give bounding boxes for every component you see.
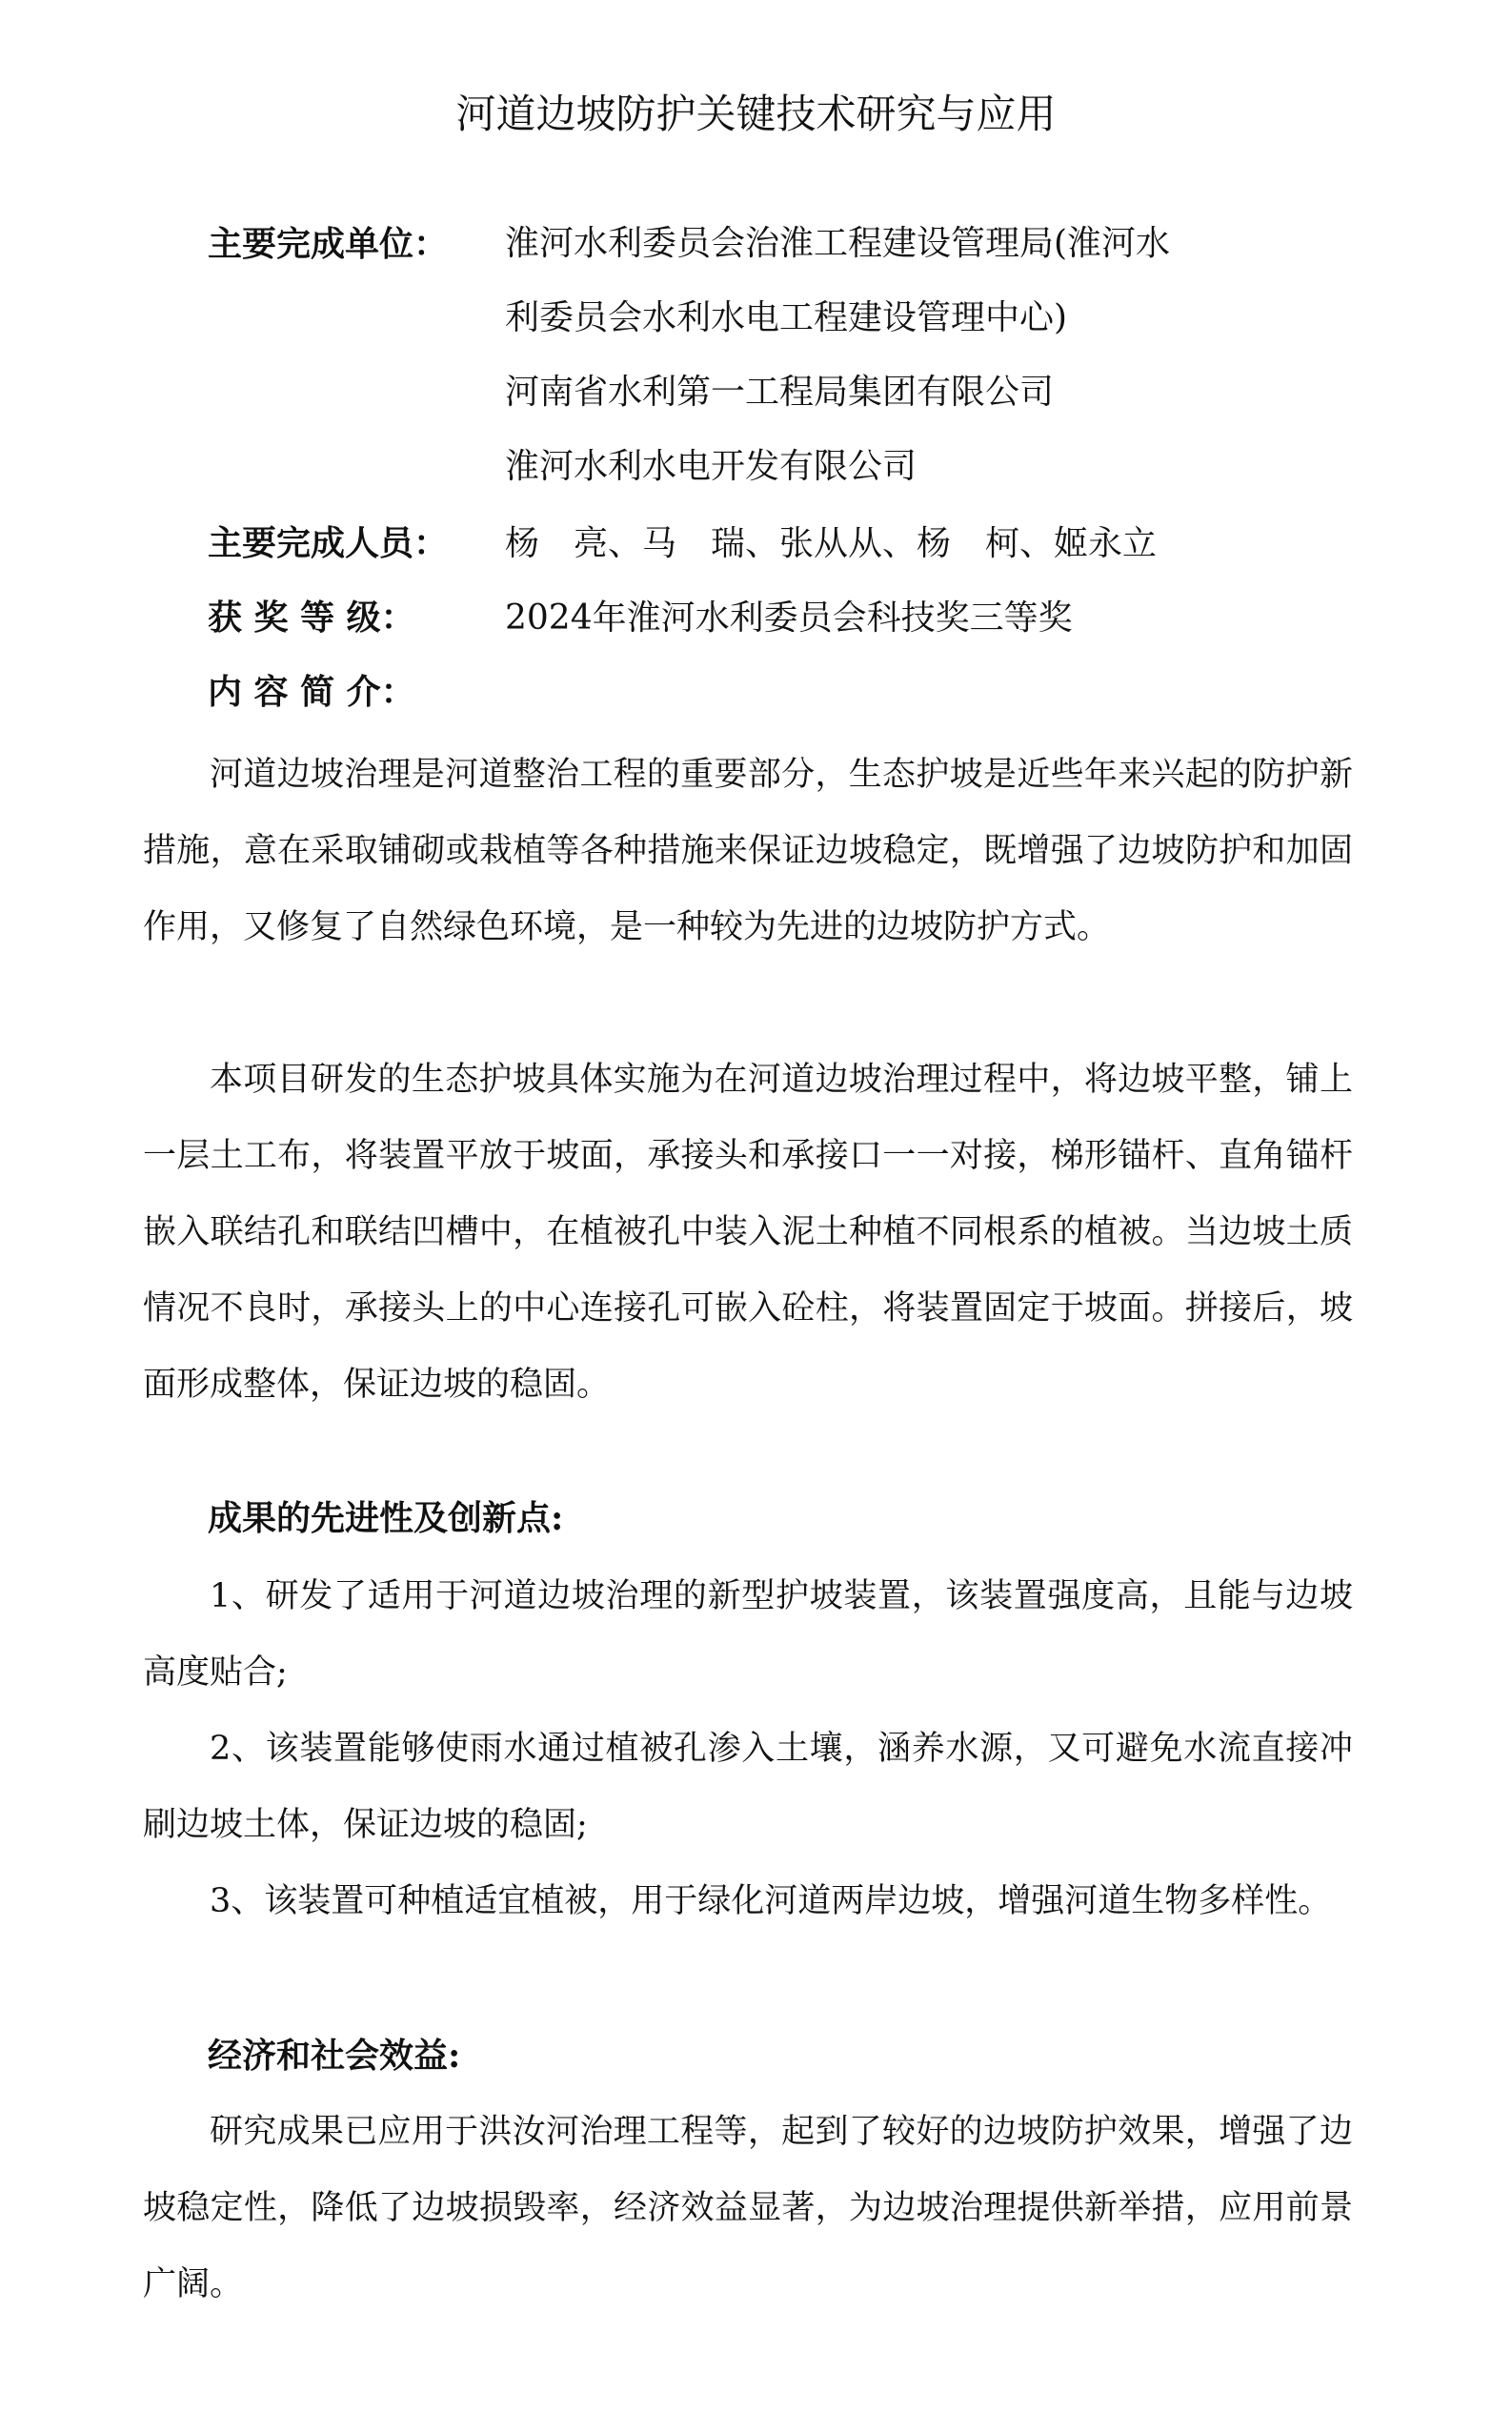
unit-line-1: 淮河水利委员会治淮工程建设管理局(淮河水 [505,224,1171,263]
innovation-item-1: 1、研发了适用于河道边坡治理的新型护坡装置，该装置强度高，且能与边坡高度贴合; [143,1577,1353,1692]
innovation-heading: 成果的先进性及创新点: [208,1498,564,1538]
units-label: 主要完成单位： [208,224,449,264]
unit-line-2: 利委员会水利水电工程建设管理中心) [505,298,1068,337]
page-title: 河道边坡防护关键技术研究与应用 [455,91,1057,137]
unit-line-3: 河南省水利第一工程局集团有限公司 [505,373,1055,412]
award-row [208,594,1073,642]
summary-row [208,668,505,717]
benefits-heading: 经济和社会效益: [208,2036,461,2076]
benefits-paragraph: 研究成果已应用于洪汝河治理工程等，起到了较好的边坡防护效果，增强了边坡稳定性，降低了边坡损毁率，经济效益显著，为边坡治理提供新举措，应用前景广阔。 [143,2113,1353,2303]
summary-paragraph-1: 河道边坡治理是河道整治工程的重要部分，生态护坡是近些年来兴起的防护新措施，意在采取铺砌或栽植等各种措施来保证边坡稳定，既增强了边坡防护和加固作用，又修复了自然绿色环境，是一种较为先进的边坡防护方式。 [143,756,1353,946]
persons-value: 杨 亮、马 瑞、张从从、杨 柯、姬永立 [505,524,1158,563]
award-label: 获 奖 等 级： [208,598,415,638]
unit-line-4: 淮河水利水电开发有限公司 [505,447,917,486]
persons-row [208,519,1157,568]
persons-label: 主要完成人员： [208,523,449,563]
units-row [208,220,505,269]
summary-paragraph-2: 本项目研发的生态护坡具体实施为在河道边坡治理过程中，将边坡平整，铺上一层土工布，将装置平放于坡面，承接头和承接口一一对接，梯形锚杆、直角锚杆嵌入联结孔和联结凹槽中，在植被孔中装入泥土种植不同根系的植被。当边坡土质情况不良时，承接头上的中心连接孔可嵌入砼柱，将装置固定于坡面。拼接后，坡面形成整体，保证边坡的稳固。 [143,1061,1353,1404]
innovation-item-3: 3、该装置可种植适宜植被，用于绿化河道两岸边坡，增强河道生物多样性。 [210,1882,1332,1920]
award-value: 2024年淮河水利委员会科技奖三等奖 [505,598,1073,638]
summary-label: 内 容 简 介： [208,672,415,712]
innovation-item-2: 2、该装置能够使雨水通过植被孔渗入土壤，涵养水源，又可避免水流直接冲刷边坡土体，保证边坡的稳固; [143,1730,1353,1844]
